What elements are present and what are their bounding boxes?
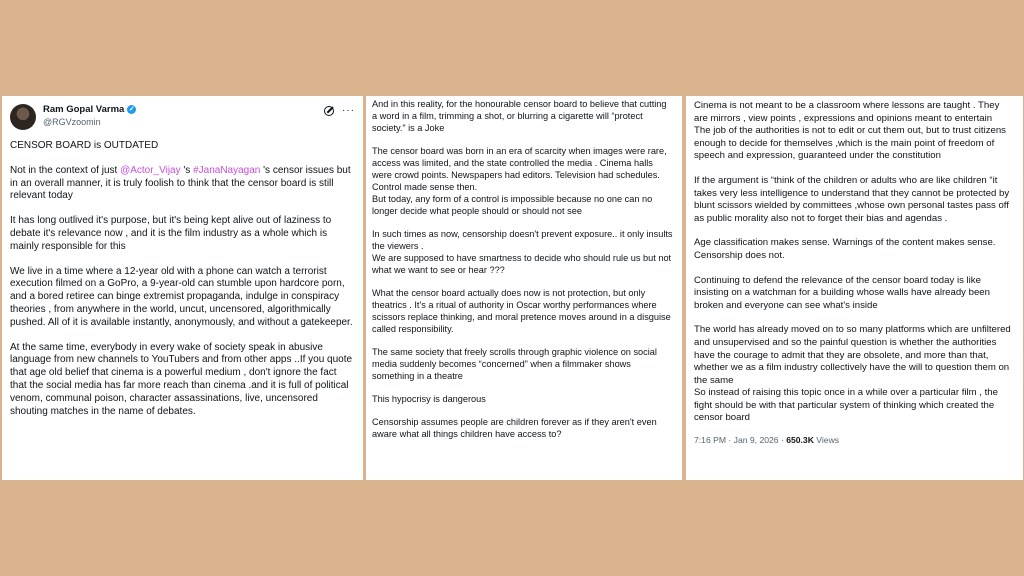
tweet-paragraph: CENSOR BOARD is OUTDATED — [10, 140, 159, 151]
tweet-paragraph: We live in a time where a 12-year old with a phone can watch a terrorist execution filmed on a GoPro, a 9-year-old can stumble upon hardcore porn, and a bored retiree can binge extremist propaganda, indulge in conspiracy theories , from anywhere in the world, uncut, uncensored, algorithmically pushed. All of it is available instantly, anonymously, and without a gatekeeper. — [10, 265, 353, 328]
tweet-paragraph: It has long outlived it's purpose, but it's being kept alive out of laziness to debate it's relevance now , and it is the film industry as a whole which is mainly responsible for this — [10, 215, 332, 252]
tweet-paragraph: In such times as now, censorship doesn't prevent exposure.. it only insults the viewers . We are supposed to have smartness to decide who should rule us but not what we want to see or hear ??? — [372, 229, 673, 275]
mention-link[interactable]: @Actor_Vijay — [120, 164, 181, 176]
tweet-paragraph: If the argument is “think of the children or adults who are like children “it takes very less intelligence to understand that they cannot be protected by blunt scissors wielded by committees ,whose own personal tastes pass off as public morality also not to forget their bias and agendas . — [694, 174, 1010, 224]
verified-badge-icon: ✓ — [128, 106, 135, 113]
grok-icon[interactable] — [324, 106, 334, 116]
avatar[interactable] — [10, 104, 36, 130]
views-label: Views — [813, 435, 840, 446]
tweet-paragraph: Censorship assumes people are children forever as if they aren't even aware what all things children have access to? — [372, 417, 657, 439]
tweet-panel-3 — [686, 96, 1023, 480]
tweet-panel-1 — [2, 96, 363, 480]
handle[interactable]: @RGVzoomin — [43, 117, 101, 127]
hashtag-link[interactable]: #JanaNayagan — [193, 164, 261, 176]
display-name-row[interactable] — [43, 104, 324, 115]
tweet-paragraph — [10, 165, 355, 203]
tweet-paragraph: The same society that freely scrolls through graphic violence on social media suddenly becomes “concerned” when a filmmaker shows something in a theatre — [372, 347, 657, 381]
tweet-paragraph: What the censor board actually does now is not protection, but only theatrics . It's a ritual of authority in Oscar worthy performances where scissors replace thinking, and moral pretence moves around in a disguise called responsibility. — [372, 288, 671, 334]
text-span: Not in the context of just — [10, 164, 121, 176]
display-name[interactable]: Ram Gopal Varma — [43, 104, 125, 115]
tweet-paragraph: Continuing to defend the relevance of the censor board today is like insisting on a watchman for a building whose walls have already been broken and everyone can see what's inside — [694, 274, 990, 311]
view-count: 650.3K — [786, 435, 814, 446]
tweet-header — [10, 104, 355, 140]
header-actions — [324, 104, 355, 116]
tweet-paragraph: Age classification makes sense. Warnings of the content makes sense. Censorship does not. — [694, 237, 996, 261]
timestamp[interactable]: 7:16 PM · Jan 9, 2026 · — [694, 435, 787, 446]
tweet-paragraph: Cinema is not meant to be a classroom where lessons are taught . They are mirrors , view points , expressions and opinions meant to entertain The job of the authorities is not to edit or cut them out, but to trust citizens enough to decide for themselves ,which is the main point of freedom of speech and expression, guaranteed under the constitution — [694, 100, 1006, 162]
tweet-paragraph: At the same time, everybody in every wake of society speak in abusive language from new channels to YouTubers and from other apps ..If you quote that age old belief that cinema is a powerful medium , don't ignore the fact that the social media has far more reach than cinema .and it is full of political venom, communal poison, character assassinations, live, uncensored shouting matches in the name of debates. — [10, 341, 353, 417]
text-span: 's — [180, 164, 194, 176]
tweet-meta — [694, 435, 1015, 445]
tweet-paragraph: The world has already moved on to so many platforms which are unfiltered and unsupervised and so the painful question is whether the authorities have the courage to admit that they are obsolete, and more than that, whether we as a film industry collectively have the will to question them on the same So instead of raising this topic once in a while over a particular film , the fight should be with that particular system of thinking which created the censor board — [694, 324, 1011, 424]
author-block — [43, 104, 324, 127]
tweet-paragraph: This hypocrisy is dangerous — [372, 394, 486, 404]
more-options-icon[interactable]: ··· — [342, 105, 355, 116]
tweet-paragraph: And in this reality, for the honourable censor board to believe that cutting a word in a film, trimming a shot, or blurring a cigarette will “protect society.” is a Joke — [372, 99, 667, 133]
tweet-panel-2 — [366, 96, 682, 480]
text-span: 's censor issues but in an overall manner, it is truly foolish to think that the censor board is still relevant today — [10, 164, 351, 202]
tweet-paragraph: The censor board was born in an era of scarcity when images were rare, access was limited, and the state controlled the media . Cinema halls were crowd points. Newspapers had editors. Television had schedules. Control made sense then. But today, any form of a control is impossible because no one can no longer decide what people should or should not see — [372, 146, 667, 216]
